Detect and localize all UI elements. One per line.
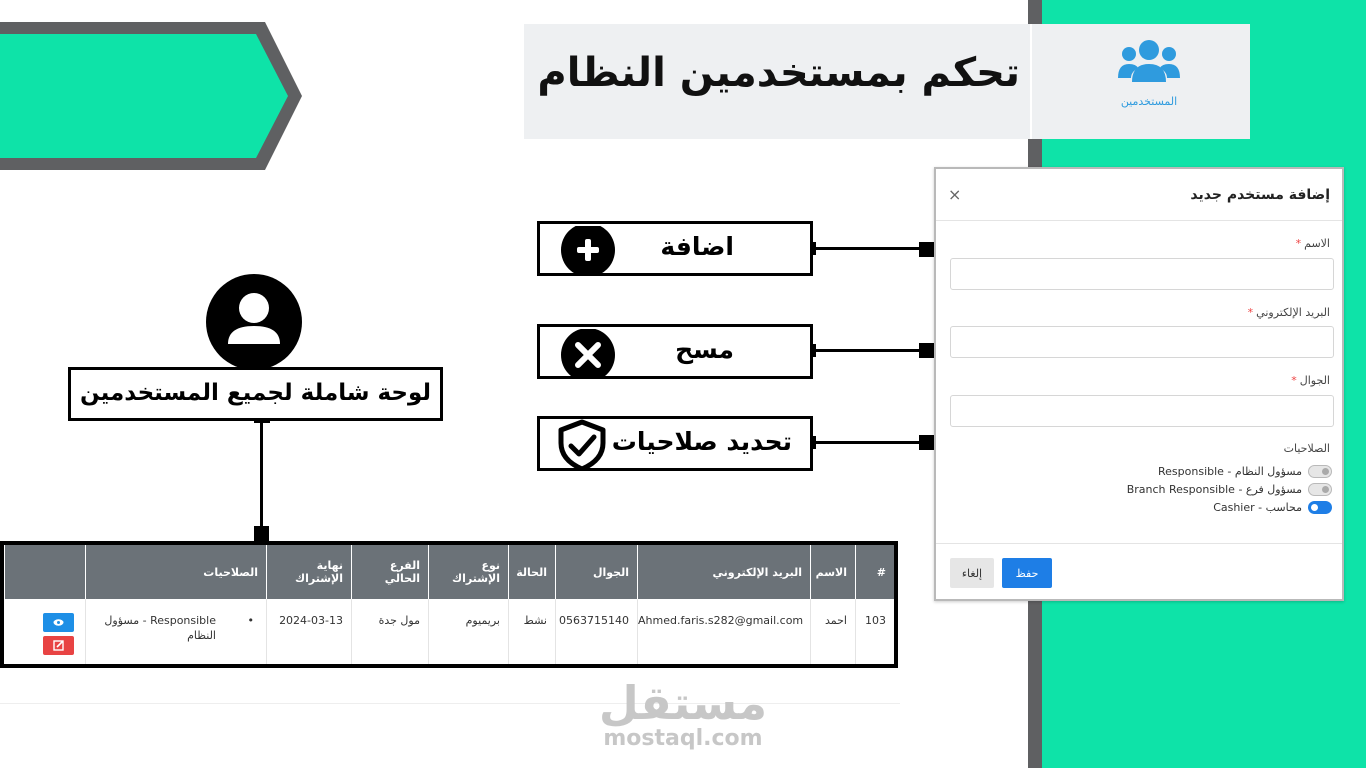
email-input[interactable] bbox=[950, 326, 1334, 358]
col-plan-text: نوع الإشتراك bbox=[452, 559, 500, 585]
phone-label-text: الجوال bbox=[1299, 374, 1330, 387]
cell-permissions bbox=[85, 599, 266, 664]
cell-email: Ahmed.faris.s282@gmail.com bbox=[637, 599, 810, 664]
name-label bbox=[1296, 237, 1330, 250]
user-avatar-icon bbox=[206, 274, 302, 370]
cell-status: نشط bbox=[508, 599, 555, 664]
edit-button[interactable] bbox=[43, 636, 74, 655]
permission-toggle[interactable] bbox=[1308, 501, 1332, 514]
x-circle-icon bbox=[560, 329, 616, 377]
connector-cap bbox=[813, 242, 816, 255]
permission-bullet: • bbox=[247, 614, 254, 627]
required-mark: * bbox=[1291, 374, 1297, 387]
phone-input[interactable] bbox=[950, 395, 1334, 427]
required-mark: * bbox=[1295, 237, 1302, 250]
col-plan bbox=[428, 545, 508, 599]
close-icon[interactable]: × bbox=[948, 185, 962, 204]
permission-item bbox=[1213, 501, 1332, 514]
connector-node bbox=[919, 435, 934, 450]
cell-permission-text: Responsible - مسؤول النظام bbox=[104, 614, 216, 642]
modal-title: إضافة مستخدم جديد bbox=[1190, 187, 1330, 203]
action-permissions bbox=[537, 416, 813, 471]
col-id: # bbox=[855, 545, 894, 599]
col-permissions: الصلاحيات bbox=[85, 545, 266, 599]
action-add-label: اضافة bbox=[660, 232, 734, 261]
col-end-date bbox=[266, 545, 351, 599]
permission-item bbox=[1158, 465, 1332, 478]
connector-line bbox=[260, 421, 263, 527]
view-button[interactable] bbox=[43, 613, 74, 632]
name-input[interactable] bbox=[950, 258, 1334, 290]
plus-circle-icon bbox=[560, 226, 616, 274]
save-button[interactable]: حفظ bbox=[1002, 558, 1052, 588]
cell-name: احمد bbox=[810, 599, 855, 664]
col-end-date-text: نهاية الإشتراك bbox=[295, 559, 343, 585]
watermark-logo: مستقل bbox=[598, 676, 768, 730]
col-email: البريد الإلكتروني bbox=[637, 545, 810, 599]
permission-label: Branch Responsible - مسؤول فرع bbox=[1126, 483, 1302, 496]
connector-node bbox=[919, 242, 934, 257]
email-label-text: البريد الإلكتروني bbox=[1256, 306, 1330, 319]
cell-plan: بريميوم bbox=[428, 599, 508, 664]
cell-id: 103 bbox=[855, 599, 894, 664]
permission-item bbox=[1127, 483, 1332, 496]
connector-cap bbox=[813, 436, 816, 449]
arrow-banner bbox=[0, 22, 302, 170]
edit-icon bbox=[43, 636, 74, 655]
action-delete-label: مسح bbox=[675, 335, 734, 364]
table-header bbox=[4, 545, 894, 599]
watermark-url: mostaql.com bbox=[603, 726, 763, 751]
page-title: تحكم بمستخدمين النظام bbox=[537, 50, 1020, 96]
users-table bbox=[0, 541, 898, 668]
add-user-modal bbox=[934, 167, 1344, 601]
modal-footer-divider bbox=[936, 543, 1342, 544]
connector-line bbox=[813, 247, 925, 250]
col-phone: الجوال bbox=[555, 545, 637, 599]
action-permissions-label: تحديد صلاحيات bbox=[611, 427, 792, 456]
connector-cap bbox=[813, 344, 816, 357]
cell-phone: 0563715140 bbox=[555, 599, 637, 664]
permissions-label: الصلاحيات bbox=[1283, 442, 1330, 455]
users-icon[interactable] bbox=[1116, 38, 1182, 84]
col-name: الاسم bbox=[810, 545, 855, 599]
permission-toggle[interactable] bbox=[1308, 483, 1332, 496]
connector-node bbox=[254, 526, 269, 541]
name-label-text: الاسم bbox=[1304, 237, 1330, 250]
cell-end-date: 2024-03-13 bbox=[266, 599, 351, 664]
action-delete bbox=[537, 324, 813, 379]
col-status: الحالة bbox=[508, 545, 555, 599]
connector-node bbox=[919, 343, 934, 358]
permission-label: Responsible - مسؤول النظام bbox=[1158, 465, 1302, 478]
phone-label bbox=[1291, 374, 1330, 387]
modal-header bbox=[936, 169, 1342, 221]
col-branch-text: الفرع الحالي bbox=[384, 559, 420, 585]
permission-toggle[interactable] bbox=[1308, 465, 1332, 478]
cell-branch: مول جدة bbox=[351, 599, 428, 664]
permission-label: Cashier - محاسب bbox=[1213, 501, 1302, 514]
col-actions bbox=[4, 545, 85, 599]
connector-line bbox=[813, 441, 925, 444]
action-add bbox=[537, 221, 813, 276]
shield-check-icon bbox=[554, 419, 610, 471]
header-divider bbox=[1030, 24, 1032, 139]
nav-users-label[interactable]: المستخدمين bbox=[1120, 95, 1178, 108]
connector-line bbox=[813, 349, 925, 352]
email-label bbox=[1248, 306, 1330, 319]
required-mark: * bbox=[1247, 306, 1254, 319]
col-branch bbox=[351, 545, 428, 599]
eye-icon bbox=[43, 613, 74, 632]
dashboard-title: لوحة شاملة لجميع المستخدمين bbox=[68, 367, 443, 421]
cancel-button[interactable]: إلغاء bbox=[950, 558, 994, 588]
